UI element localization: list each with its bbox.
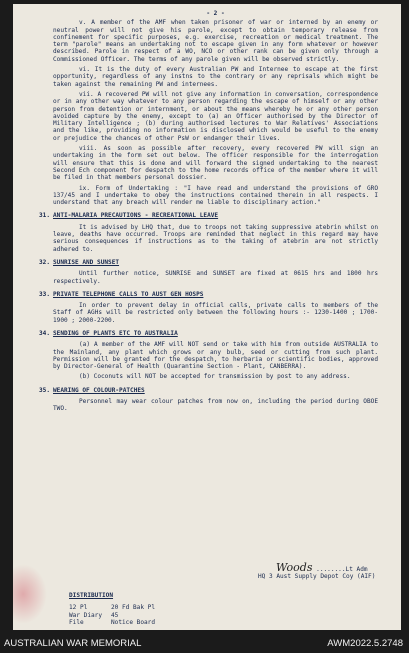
paragraph-viii: viii. As soon as possible after recovery, every recovered PW will sign an undertaking in the form set out below. The officer responsible for the interrogation will ensure that this is done and will forward the signed undertaking to the nearest Second Ech component for despatch to the home records office of the member where it will be filed in that members personal dossier. <box>53 145 379 182</box>
paragraph-vii: vii. A recovered PW will not give any information in conversation, correspondence or in any other way whatever to any person regarding the escape of himself or any other person from detention or internment, or about the means whereby he or any other person avoided capture by the enemy, except to (a) an Officer authorised by the Director of Military Intelligence ; (b) during authorised lectures to War Relatives' Associations and the like, providing no information is disclosed which would be useful to the enemy or prejudice the chances of other PsW or endanger their lives. <box>53 90 379 142</box>
distribution-row: War Diary 45 <box>69 611 119 619</box>
document-page <box>13 4 401 630</box>
paragraph-v: v. A member of the AMF when taken prisoner of war or interned by an enemy or neutral power will not give his parole, except to obtain temporary release from confinement for specific purposes, e.g. exercise, recreation or medical treatment. The term "parole" means an undertaking not to escape given in any form whatever or however described. Parole in respect of a WO, NCO or other rank can be given only through a Commissioned Officer. The terms of any parole given will be observed strictly. <box>53 19 378 63</box>
paragraph-ix: ix. Form of Undertaking : "I have read and understand the provisions of GRO 137/45 and I undertake to obey the instructions contained therein in all respects. I understand that any breach will render me liable to disciplinary action." <box>53 184 379 207</box>
distribution-list <box>69 592 269 626</box>
distribution-row: 12 Pl 20 Fd Bak Pl <box>69 604 156 612</box>
distribution-title: DISTRIBUTION <box>69 592 114 599</box>
signature-rank: Lt Adm <box>345 566 368 573</box>
distribution-row: File Notice Board <box>69 618 156 626</box>
document-body <box>39 10 379 416</box>
signature-mark: Woods <box>276 561 313 574</box>
section-35-heading: 35. WEARING OF COLOUR-PATCHES <box>39 386 145 394</box>
paper-stain <box>13 564 47 624</box>
section-33-heading: 33. PRIVATE TELEPHONE CALLS TO AUST GEN HOSPS <box>39 290 204 298</box>
section-35-text: Personnel may wear colour patches from now on, including the period during OBOE TWO. <box>53 398 378 413</box>
section-32-heading: 32. SUNRISE AND SUNSET <box>39 258 120 266</box>
signature-unit: HQ 3 Aust Supply Depot Coy (AIF) <box>258 573 376 581</box>
section-31-heading: 31. ANTI-MALARIA PRECAUTIONS - RECREATIONAL LEAVE <box>39 212 219 220</box>
archive-reference: AWM2022.5.2748 <box>327 638 403 649</box>
page-number: - 2 - <box>206 10 225 17</box>
section-31-text: It is advised by LHQ that, due to troops not taking suppressive atebrin whilst on leave, deaths have occurred. Troops are reminded that neglect in this regard may have serious consequences if instructions as to the taking of atebrin are not strictly adhered to. <box>53 223 378 253</box>
section-34-heading: 34. SENDING OF PLANTS ETC TO AUSTRALIA <box>39 329 178 337</box>
section-32-text: Until further notice, SUNRISE and SUNSET are fixed at 0615 hrs and 1800 hrs respectively. <box>53 270 378 285</box>
signature-block: Woods ........Lt Adm HQ 3 Aust Supply Depot Coy (AIF) <box>258 564 393 581</box>
archive-caption: AUSTRALIAN WAR MEMORIAL <box>4 638 142 649</box>
section-33-text: In order to prevent delay in official calls, private calls to members of the Staff of AGHs will be restricted only between the following hours :- 1230-1400 ; 1700-1900 ; 2000-2200. <box>53 302 378 324</box>
paragraph-vi: vi. It is the duty of every Australian PW and Internee to escape at the first opportunity, regardless of any instns to the contrary or any reprisals which might be taken against the remaining PW and internees. <box>53 66 379 88</box>
section-34-text-a: (a) A member of the AMF will NOT send or take with him from outside AUSTRALIA to the Mainland, any plant which grows or any bulb, seed or cutting from such plant. Permission will be granted for the despatch, to herbaria or scientific bodies, approved by Director-General of Health (Quarantine Section - Plant, CANBERRA). <box>53 341 378 371</box>
section-34-text-b: (b) Coconuts will NOT be accepted for transmission by post to any address. <box>79 373 351 381</box>
